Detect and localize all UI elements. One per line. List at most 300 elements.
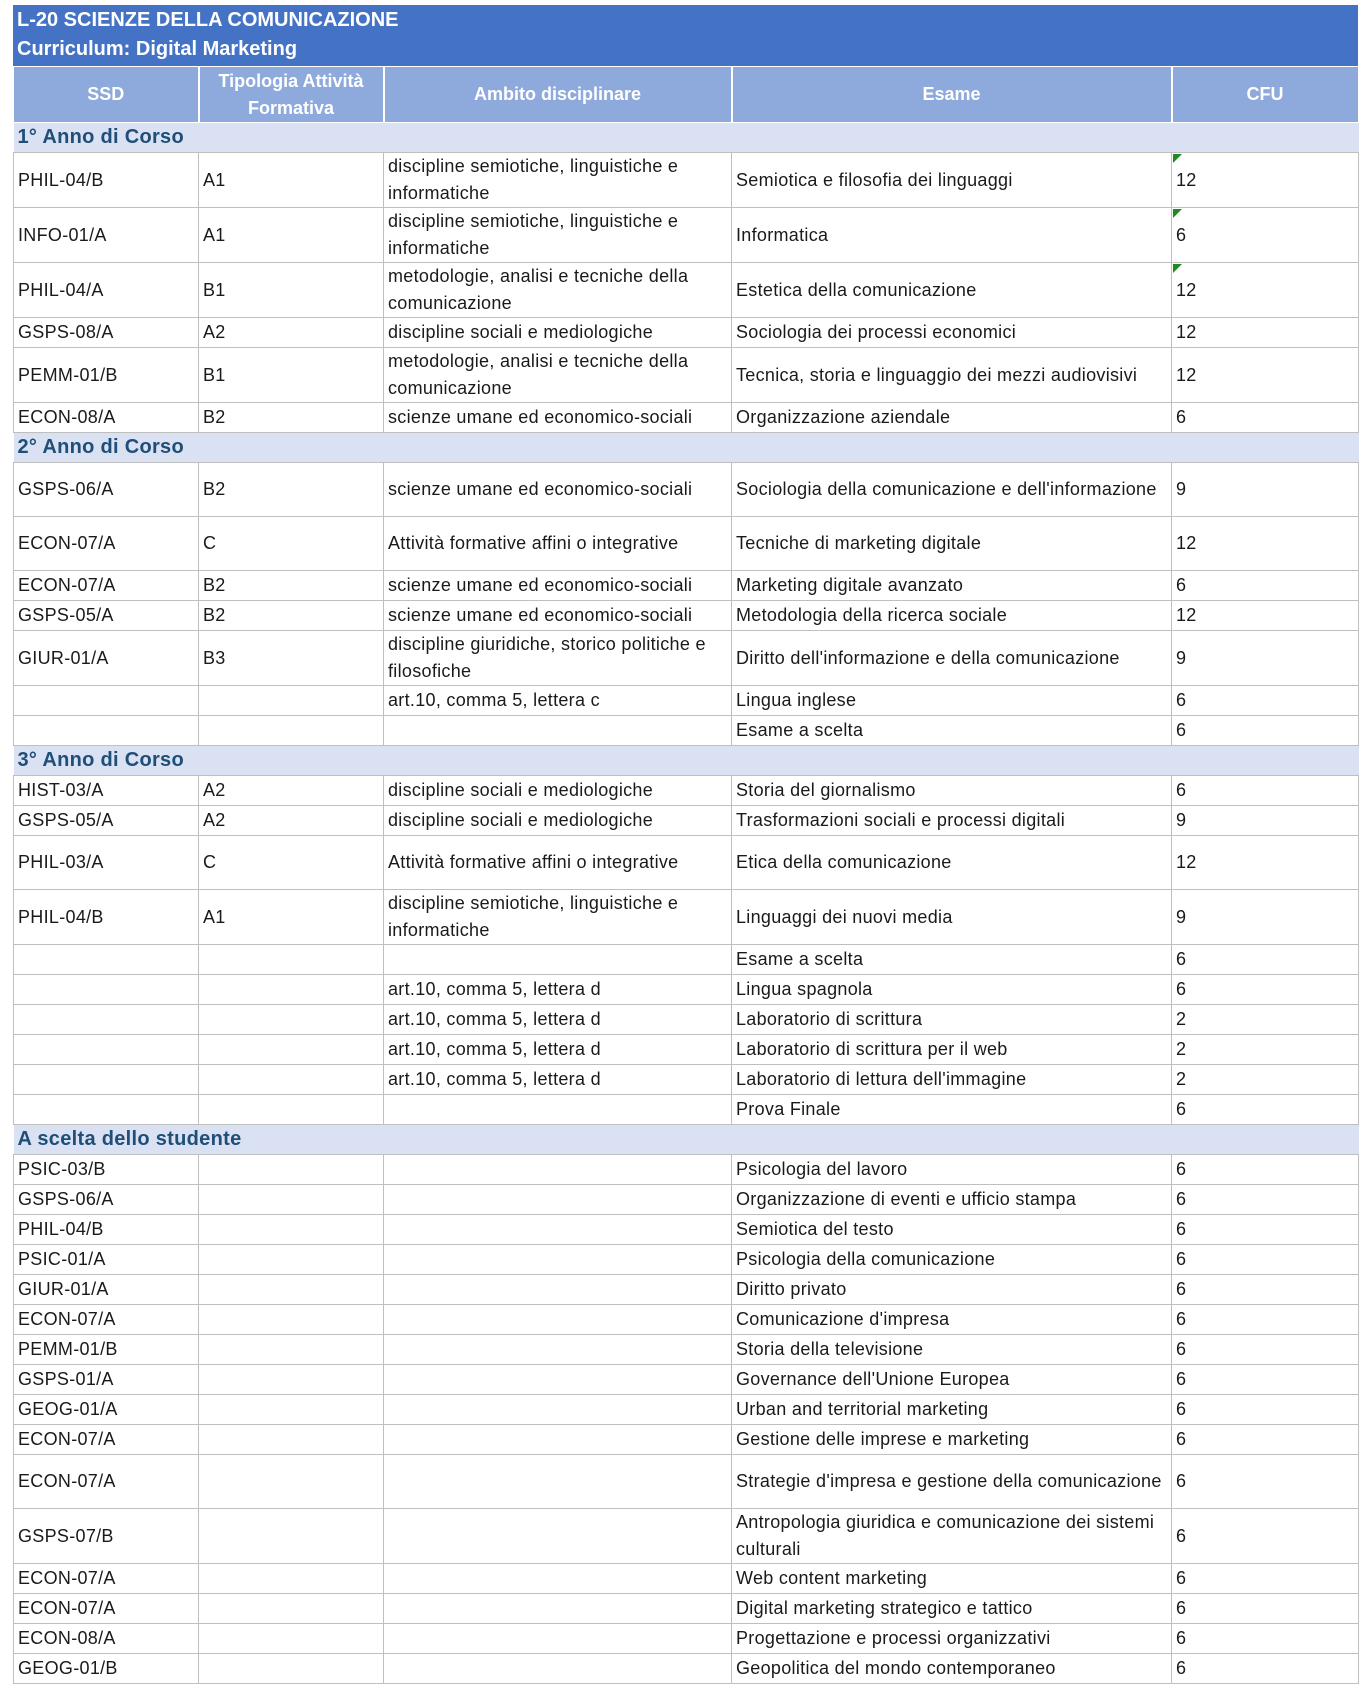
cell-ssd[interactable] [14, 1425, 199, 1455]
cell-ssd[interactable] [14, 631, 199, 686]
cell-esame[interactable] [732, 975, 1172, 1005]
cell-ssd[interactable] [14, 890, 199, 945]
esame-value: Semiotica e filosofia dei linguaggi [736, 169, 1013, 190]
cell-esame[interactable] [732, 806, 1172, 836]
cell-esame[interactable] [732, 686, 1172, 716]
cell-esame[interactable] [732, 463, 1172, 517]
cell-ambito[interactable] [384, 1425, 732, 1455]
cell-ssd[interactable] [14, 1305, 199, 1335]
cell-esame[interactable] [732, 601, 1172, 631]
cell-tipologia[interactable] [199, 463, 384, 517]
esame-value: Comunicazione d'impresa [736, 1309, 950, 1329]
cell-ssd[interactable] [14, 1275, 199, 1305]
cell-cfu[interactable] [1172, 1275, 1359, 1305]
cell-cfu[interactable] [1172, 1425, 1359, 1455]
cfu-value: 12 [1176, 322, 1197, 342]
cell-esame[interactable] [732, 1425, 1172, 1455]
cell-ssd[interactable] [14, 318, 199, 348]
cell-esame[interactable] [732, 890, 1172, 945]
ssd-value: ECON-08/A [18, 1628, 116, 1648]
cell-tipologia[interactable] [199, 945, 384, 975]
cell-cfu[interactable] [1172, 208, 1359, 263]
cell-ssd[interactable] [14, 1185, 199, 1215]
ssd-value: PSIC-03/B [18, 1159, 106, 1179]
cell-ssd[interactable] [14, 517, 199, 571]
cell-tipologia[interactable] [199, 631, 384, 686]
cell-esame[interactable] [732, 1594, 1172, 1624]
cell-cfu[interactable] [1172, 945, 1359, 975]
cell-tipologia[interactable] [199, 1365, 384, 1395]
table-row [14, 890, 1359, 945]
cell-tipologia[interactable] [199, 318, 384, 348]
section-row [14, 123, 1359, 153]
cell-esame[interactable] [732, 348, 1172, 403]
cell-cfu[interactable] [1172, 601, 1359, 631]
cell-esame[interactable] [732, 1654, 1172, 1684]
esame-value: Laboratorio di scrittura per il web [736, 1039, 1008, 1059]
ssd-value: GSPS-07/B [18, 1525, 114, 1546]
esame-value: Governance dell'Unione Europea [736, 1369, 1010, 1389]
ambito-value: metodologie, analisi e tecniche della comunicazione [388, 351, 689, 398]
cell-ssd[interactable] [14, 1095, 199, 1125]
cell-ambito[interactable] [384, 463, 732, 517]
cell-esame[interactable] [732, 1095, 1172, 1125]
esame-value: Laboratorio di scrittura [736, 1009, 923, 1029]
column-header-esame[interactable]: Esame [732, 67, 1172, 123]
ssd-value: ECON-07/A [18, 575, 116, 595]
cell-cfu[interactable] [1172, 571, 1359, 601]
cell-esame[interactable] [732, 403, 1172, 433]
comment-indicator-icon[interactable] [1173, 209, 1182, 218]
cell-tipologia[interactable] [199, 1005, 384, 1035]
table-row [14, 1335, 1359, 1365]
cell-ssd[interactable] [14, 1395, 199, 1425]
ambito-value: art.10, comma 5, lettera d [388, 979, 601, 999]
ssd-value: GEOG-01/A [18, 1399, 118, 1419]
cell-ambito[interactable] [384, 153, 732, 208]
cell-cfu[interactable] [1172, 403, 1359, 433]
cell-ssd[interactable] [14, 1564, 199, 1594]
ambito-value: art.10, comma 5, lettera c [388, 690, 600, 710]
section-title[interactable]: A scelta dello studente [14, 1125, 1359, 1155]
cell-ambito[interactable] [384, 890, 732, 945]
cell-tipologia[interactable] [199, 1654, 384, 1684]
cell-tipologia[interactable] [199, 601, 384, 631]
cell-ambito[interactable] [384, 1215, 732, 1245]
cfu-value: 6 [1176, 1099, 1187, 1119]
ambito-value: discipline semiotiche, linguistiche e informatiche [388, 211, 679, 258]
cell-ambito[interactable] [384, 806, 732, 836]
tipologia-value: A1 [203, 224, 226, 245]
cell-tipologia[interactable] [199, 716, 384, 746]
ambito-value: discipline semiotiche, linguistiche e informatiche [388, 893, 679, 940]
cell-tipologia[interactable] [199, 1335, 384, 1365]
cell-cfu[interactable] [1172, 348, 1359, 403]
cell-tipologia[interactable] [199, 1509, 384, 1564]
cfu-value: 6 [1176, 979, 1187, 999]
esame-value: Web content marketing [736, 1568, 928, 1588]
ssd-value: GSPS-05/A [18, 605, 114, 625]
cell-ssd[interactable] [14, 1365, 199, 1395]
ambito-value: Attività formative affini o integrative [388, 852, 679, 872]
ambito-value: Attività formative affini o integrative [388, 533, 679, 553]
cell-esame[interactable] [732, 836, 1172, 890]
ambito-value: discipline sociali e mediologiche [388, 810, 654, 830]
cell-ssd[interactable] [14, 1065, 199, 1095]
ssd-value: PHIL-03/A [18, 852, 104, 872]
cell-ssd[interactable] [14, 1215, 199, 1245]
cell-tipologia[interactable] [199, 890, 384, 945]
ssd-value: GSPS-06/A [18, 479, 114, 499]
table-row [14, 348, 1359, 403]
esame-value: Esame a scelta [736, 720, 864, 740]
cell-ssd[interactable] [14, 263, 199, 318]
cell-ssd[interactable] [14, 153, 199, 208]
cfu-value: 2 [1176, 1009, 1187, 1029]
comment-indicator-icon[interactable] [1173, 154, 1182, 163]
cell-tipologia[interactable] [199, 1455, 384, 1509]
cell-ambito[interactable] [384, 1594, 732, 1624]
cell-ambito[interactable] [384, 208, 732, 263]
cell-ambito[interactable] [384, 1509, 732, 1564]
cell-tipologia[interactable] [199, 975, 384, 1005]
cell-ssd[interactable] [14, 686, 199, 716]
cfu-value: 9 [1176, 647, 1187, 668]
cell-cfu[interactable] [1172, 318, 1359, 348]
cell-tipologia[interactable] [199, 1594, 384, 1624]
esame-value: Storia del giornalismo [736, 780, 916, 800]
cell-esame[interactable] [732, 517, 1172, 571]
cell-cfu[interactable] [1172, 153, 1359, 208]
cell-ssd[interactable] [14, 571, 199, 601]
cell-esame[interactable] [732, 1335, 1172, 1365]
cell-cfu[interactable] [1172, 1005, 1359, 1035]
cfu-value: 6 [1176, 1525, 1187, 1546]
cell-esame[interactable] [732, 1624, 1172, 1654]
cell-ambito[interactable] [384, 1035, 732, 1065]
cell-cfu[interactable] [1172, 263, 1359, 318]
cell-ssd[interactable] [14, 208, 199, 263]
cell-ambito[interactable] [384, 776, 732, 806]
esame-value: Laboratorio di lettura dell'immagine [736, 1069, 1027, 1089]
ssd-value: PHIL-04/B [18, 169, 104, 190]
cell-esame[interactable] [732, 1185, 1172, 1215]
cfu-value: 12 [1176, 364, 1197, 385]
table-row [14, 716, 1359, 746]
cell-esame[interactable] [732, 945, 1172, 975]
cell-esame[interactable] [732, 1455, 1172, 1509]
ssd-value: GIUR-01/A [18, 647, 109, 668]
ambito-value: discipline giuridiche, storico politiche e filosofiche [388, 634, 706, 681]
esame-value: Etica della comunicazione [736, 852, 952, 872]
ssd-value: PHIL-04/A [18, 279, 104, 300]
cell-esame[interactable] [732, 1155, 1172, 1185]
cell-cfu[interactable] [1172, 1245, 1359, 1275]
cell-ambito[interactable] [384, 1395, 732, 1425]
esame-value: Sociologia dei processi economici [736, 322, 1017, 342]
cell-esame[interactable] [732, 1509, 1172, 1564]
cfu-value: 6 [1176, 1628, 1187, 1648]
cell-esame[interactable] [732, 1305, 1172, 1335]
cfu-value: 6 [1176, 575, 1187, 595]
esame-value: Antropologia giuridica e comunicazione dei sistemi culturali [736, 1512, 1155, 1559]
cell-ambito[interactable] [384, 1155, 732, 1185]
cell-tipologia[interactable] [199, 208, 384, 263]
cell-ambito[interactable] [384, 1005, 732, 1035]
cell-esame[interactable] [732, 1365, 1172, 1395]
cell-tipologia[interactable] [199, 1564, 384, 1594]
cell-cfu[interactable] [1172, 1095, 1359, 1125]
cell-cfu[interactable] [1172, 1215, 1359, 1245]
cell-tipologia[interactable] [199, 686, 384, 716]
cell-esame[interactable] [732, 716, 1172, 746]
cell-ssd[interactable] [14, 836, 199, 890]
cell-ambito[interactable] [384, 517, 732, 571]
ssd-value: GSPS-08/A [18, 322, 114, 342]
cell-ambito[interactable] [384, 571, 732, 601]
cell-cfu[interactable] [1172, 1654, 1359, 1684]
cell-cfu[interactable] [1172, 631, 1359, 686]
cell-ambito[interactable] [384, 1624, 732, 1654]
tipologia-value: A1 [203, 906, 226, 927]
table-row [14, 1425, 1359, 1455]
cell-ambito[interactable] [384, 1095, 732, 1125]
table-body [14, 123, 1359, 1684]
ssd-value: PSIC-01/A [18, 1249, 106, 1269]
cell-ssd[interactable] [14, 975, 199, 1005]
cell-ssd[interactable] [14, 1035, 199, 1065]
cell-cfu[interactable] [1172, 836, 1359, 890]
cell-ambito[interactable] [384, 975, 732, 1005]
cell-esame[interactable] [732, 153, 1172, 208]
ambito-value: discipline sociali e mediologiche [388, 780, 654, 800]
cell-cfu[interactable] [1172, 890, 1359, 945]
cell-ambito[interactable] [384, 1065, 732, 1095]
cell-ssd[interactable] [14, 716, 199, 746]
column-header-ambito[interactable]: Ambito disciplinare [384, 67, 732, 123]
cell-esame[interactable] [732, 263, 1172, 318]
cell-ambito[interactable] [384, 1455, 732, 1509]
cell-cfu[interactable] [1172, 1365, 1359, 1395]
cell-cfu[interactable] [1172, 1509, 1359, 1564]
cell-tipologia[interactable] [199, 1305, 384, 1335]
cell-tipologia[interactable] [199, 1624, 384, 1654]
cell-ssd[interactable] [14, 463, 199, 517]
table-row [14, 686, 1359, 716]
cell-cfu[interactable] [1172, 1065, 1359, 1095]
table-row [14, 1509, 1359, 1564]
cfu-value: 12 [1176, 533, 1197, 553]
cell-ssd[interactable] [14, 1455, 199, 1509]
cell-tipologia[interactable] [199, 1155, 384, 1185]
table-row [14, 631, 1359, 686]
column-header-tipologia[interactable]: Tipologia Attività Formativa [199, 67, 384, 123]
section-title[interactable]: 1° Anno di Corso [14, 123, 1359, 153]
cell-ambito[interactable] [384, 1365, 732, 1395]
cell-tipologia[interactable] [199, 1395, 384, 1425]
cell-esame[interactable] [732, 1395, 1172, 1425]
cell-ssd[interactable] [14, 1624, 199, 1654]
table-row [14, 1155, 1359, 1185]
cell-tipologia[interactable] [199, 1275, 384, 1305]
cell-esame[interactable] [732, 1215, 1172, 1245]
esame-value: Estetica della comunicazione [736, 279, 977, 300]
cell-esame[interactable] [732, 631, 1172, 686]
cfu-value: 2 [1176, 1039, 1187, 1059]
cfu-value: 6 [1176, 1369, 1187, 1389]
cell-tipologia[interactable] [199, 1245, 384, 1275]
esame-value: Storia della televisione [736, 1339, 924, 1359]
ssd-value: PHIL-04/B [18, 906, 104, 927]
cell-cfu[interactable] [1172, 1185, 1359, 1215]
ssd-value: ECON-07/A [18, 533, 116, 553]
cell-ambito[interactable] [384, 945, 732, 975]
cell-tipologia[interactable] [199, 1095, 384, 1125]
table-row [14, 517, 1359, 571]
cell-ssd[interactable] [14, 1005, 199, 1035]
cell-ssd[interactable] [14, 806, 199, 836]
cell-ambito[interactable] [384, 1335, 732, 1365]
cell-esame[interactable] [732, 318, 1172, 348]
cell-tipologia[interactable] [199, 806, 384, 836]
table-row [14, 463, 1359, 517]
table-row [14, 1564, 1359, 1594]
esame-value: Digital marketing strategico e tattico [736, 1598, 1033, 1618]
tipologia-value: A1 [203, 169, 226, 190]
cell-ambito[interactable] [384, 1654, 732, 1684]
cell-ambito[interactable] [384, 1275, 732, 1305]
cell-tipologia[interactable] [199, 776, 384, 806]
esame-value: Prova Finale [736, 1099, 841, 1119]
cell-cfu[interactable] [1172, 1395, 1359, 1425]
cfu-value: 6 [1176, 720, 1187, 740]
cfu-value: 12 [1176, 279, 1197, 300]
cell-cfu[interactable] [1172, 1155, 1359, 1185]
tipologia-value: B2 [203, 575, 226, 595]
cell-ssd[interactable] [14, 1155, 199, 1185]
cell-esame[interactable] [732, 776, 1172, 806]
cell-esame[interactable] [732, 1065, 1172, 1095]
comment-indicator-icon[interactable] [1173, 264, 1182, 273]
section-title[interactable]: 2° Anno di Corso [14, 433, 1359, 463]
cfu-value: 6 [1176, 224, 1187, 245]
cell-ambito[interactable] [384, 318, 732, 348]
tipologia-value: B2 [203, 407, 226, 427]
ssd-value: ECON-07/A [18, 1568, 116, 1588]
ambito-value: scienze umane ed economico-sociali [388, 407, 693, 427]
cell-ambito[interactable] [384, 403, 732, 433]
cfu-value: 6 [1176, 690, 1187, 710]
cell-ambito[interactable] [384, 601, 732, 631]
cell-cfu[interactable] [1172, 1455, 1359, 1509]
ambito-value: scienze umane ed economico-sociali [388, 605, 693, 625]
esame-value: Progettazione e processi organizzativi [736, 1628, 1051, 1648]
cell-esame[interactable] [732, 1035, 1172, 1065]
cell-tipologia[interactable] [199, 348, 384, 403]
cell-esame[interactable] [732, 571, 1172, 601]
cell-tipologia[interactable] [199, 836, 384, 890]
cell-esame[interactable] [732, 1564, 1172, 1594]
column-header-ssd[interactable]: SSD [14, 67, 199, 123]
cell-esame[interactable] [732, 1245, 1172, 1275]
cell-cfu[interactable] [1172, 1624, 1359, 1654]
section-title[interactable]: 3° Anno di Corso [14, 746, 1359, 776]
cell-cfu[interactable] [1172, 1305, 1359, 1335]
cell-cfu[interactable] [1172, 1594, 1359, 1624]
cell-ambito[interactable] [384, 1305, 732, 1335]
cell-ssd[interactable] [14, 776, 199, 806]
cell-cfu[interactable] [1172, 716, 1359, 746]
esame-value: Organizzazione aziendale [736, 407, 951, 427]
cell-ambito[interactable] [384, 836, 732, 890]
cell-cfu[interactable] [1172, 517, 1359, 571]
cell-cfu[interactable] [1172, 1035, 1359, 1065]
cell-cfu[interactable] [1172, 975, 1359, 1005]
cell-ssd[interactable] [14, 1594, 199, 1624]
cell-tipologia[interactable] [199, 1185, 384, 1215]
cell-tipologia[interactable] [199, 1065, 384, 1095]
table-row [14, 1185, 1359, 1215]
cell-tipologia[interactable] [199, 571, 384, 601]
cell-tipologia[interactable] [199, 1425, 384, 1455]
cell-ssd[interactable] [14, 1245, 199, 1275]
cell-cfu[interactable] [1172, 463, 1359, 517]
cell-ambito[interactable] [384, 1564, 732, 1594]
cell-ambito[interactable] [384, 348, 732, 403]
cell-esame[interactable] [732, 1005, 1172, 1035]
cell-ambito[interactable] [384, 716, 732, 746]
cell-cfu[interactable] [1172, 686, 1359, 716]
cell-cfu[interactable] [1172, 1564, 1359, 1594]
cell-tipologia[interactable] [199, 517, 384, 571]
cfu-value: 6 [1176, 1279, 1187, 1299]
cell-tipologia[interactable] [199, 263, 384, 318]
cell-ambito[interactable] [384, 1185, 732, 1215]
cell-esame[interactable] [732, 1275, 1172, 1305]
cell-ambito[interactable] [384, 686, 732, 716]
table-row [14, 208, 1359, 263]
cell-cfu[interactable] [1172, 776, 1359, 806]
table-row [14, 975, 1359, 1005]
cell-esame[interactable] [732, 208, 1172, 263]
cell-tipologia[interactable] [199, 153, 384, 208]
cell-tipologia[interactable] [199, 1215, 384, 1245]
cfu-value: 9 [1176, 906, 1187, 927]
esame-value: Psicologia della comunicazione [736, 1249, 996, 1269]
cell-ambito[interactable] [384, 263, 732, 318]
cell-cfu[interactable] [1172, 806, 1359, 836]
cell-tipologia[interactable] [199, 403, 384, 433]
esame-value: Tecniche di marketing digitale [736, 533, 982, 553]
ambito-value: scienze umane ed economico-sociali [388, 575, 693, 595]
column-header-cfu[interactable]: CFU [1172, 67, 1359, 123]
table-row [14, 601, 1359, 631]
ssd-value: GSPS-05/A [18, 810, 114, 830]
cell-ssd[interactable] [14, 1509, 199, 1564]
cell-cfu[interactable] [1172, 1335, 1359, 1365]
cell-ambito[interactable] [384, 631, 732, 686]
cell-tipologia[interactable] [199, 1035, 384, 1065]
cell-ssd[interactable] [14, 945, 199, 975]
table-row [14, 1095, 1359, 1125]
cell-ssd[interactable] [14, 1654, 199, 1684]
cell-ssd[interactable] [14, 348, 199, 403]
cell-ssd[interactable] [14, 403, 199, 433]
cell-ssd[interactable] [14, 601, 199, 631]
cell-ssd[interactable] [14, 1335, 199, 1365]
ambito-value: art.10, comma 5, lettera d [388, 1009, 601, 1029]
cell-ambito[interactable] [384, 1245, 732, 1275]
